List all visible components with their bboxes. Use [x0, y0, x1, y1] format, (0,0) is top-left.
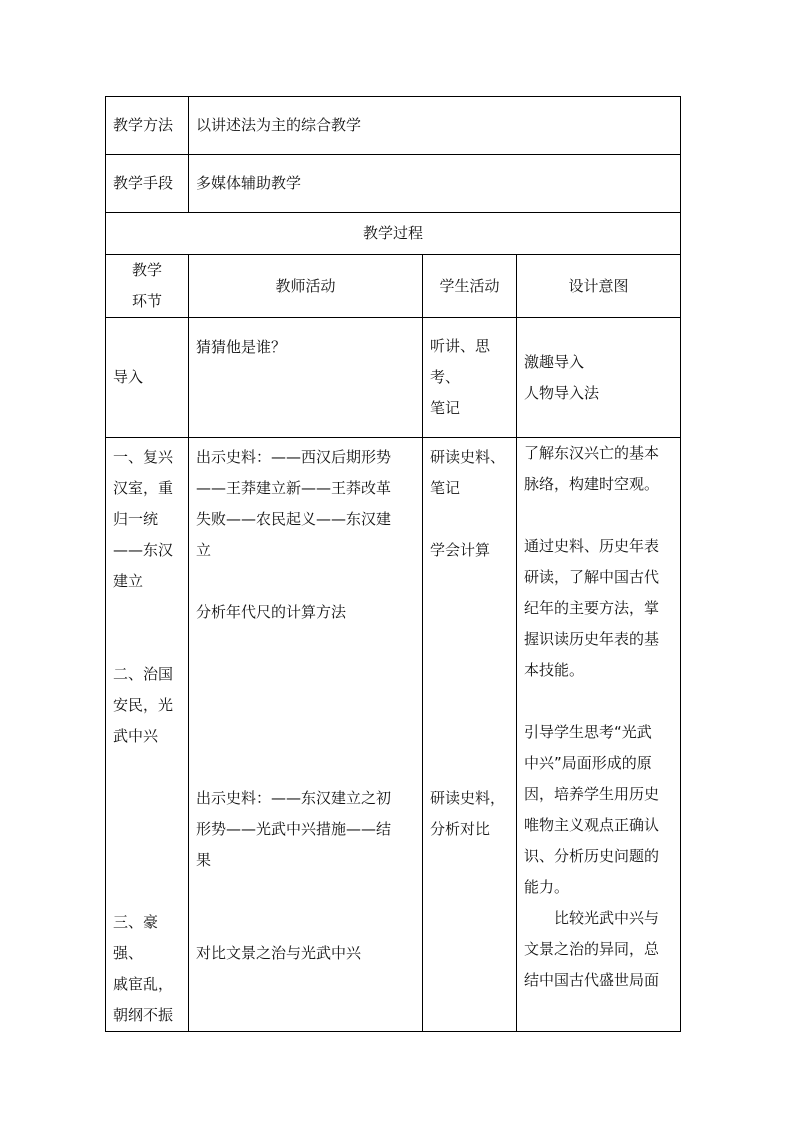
student2-line: 学会计算	[430, 541, 491, 559]
method-row	[106, 97, 681, 155]
main-design-cell	[517, 438, 681, 1032]
intro-stage: 导入	[106, 318, 189, 438]
stage1-line: 建立	[113, 572, 144, 590]
teacher3-line: 出示史料：——东汉建立之初	[196, 789, 392, 807]
process-title: 教学过程	[106, 213, 681, 255]
main-student-cell	[423, 438, 517, 1032]
design2-line: 研读，了解中国古代	[524, 568, 660, 586]
teacher2-line: 分析年代尺的计算方法	[196, 603, 347, 621]
stage2-line: 安民，光	[113, 696, 174, 714]
stage2-line: 武中兴	[113, 727, 159, 745]
means-label: 教学手段	[106, 155, 189, 213]
student1-line: 笔记	[430, 479, 461, 497]
design1-line: 脉络，构建时空观。	[524, 475, 660, 493]
stage2-line: 二、治国	[113, 665, 174, 683]
stage3-line: 戚宦乱，	[113, 975, 174, 993]
main-teacher-cell	[189, 438, 423, 1032]
design2-line: 本技能。	[524, 661, 585, 679]
student1-line: 研读史料、	[430, 448, 506, 466]
main-row	[106, 438, 681, 1032]
main-stage-cell	[106, 438, 189, 1032]
teacher1-line: ——王莽建立新——王莽改革	[196, 479, 392, 497]
design3-line: 因，培养学生用历史	[524, 785, 660, 803]
design2-line: 通过史料、历史年表	[524, 537, 660, 555]
intro-teacher: 猜猜他是谁？	[189, 318, 423, 438]
design3-line: 唯物主义观点正确认	[524, 816, 660, 834]
intro-design: 激趣导入 人物导入法	[517, 318, 681, 438]
design1-line: 了解东汉兴亡的基本	[524, 444, 660, 462]
student3-line: 研读史料，	[430, 789, 506, 807]
teacher3-line: 果	[196, 851, 212, 869]
header-student: 学生活动	[423, 255, 517, 318]
lesson-plan-table	[105, 96, 681, 1032]
means-row	[106, 155, 681, 213]
stage3-line: 三、豪强、	[113, 913, 159, 962]
design4-line: 文景之治的异同，总	[524, 940, 660, 958]
stage1-line: 汉室，重	[113, 479, 174, 497]
design2-line: 纪年的主要方法，掌	[524, 599, 660, 617]
teacher4-line: 对比文景之治与光武中兴	[196, 944, 362, 962]
teacher1-line: 出示史料：——西汉后期形势	[196, 448, 392, 466]
student3-line: 分析对比	[430, 820, 491, 838]
design4-line: 结中国古代盛世局面	[524, 971, 660, 989]
design3-line: 能力。	[524, 878, 570, 896]
means-value: 多媒体辅助教学	[189, 155, 681, 213]
intro-row	[106, 318, 681, 438]
method-label: 教学方法	[106, 97, 189, 155]
stage3-line: 朝纲不振	[113, 1006, 174, 1024]
intro-student: 听讲、思考、 笔记	[423, 318, 517, 438]
stage1-line: 一、复兴	[113, 448, 174, 466]
stage1-line: ——东汉	[113, 541, 174, 559]
design3-line: 中兴”局面形成的原	[524, 754, 652, 772]
header-row	[106, 255, 681, 318]
header-design: 设计意图	[517, 255, 681, 318]
teacher1-line: 失败——农民起义——东汉建	[196, 510, 392, 528]
header-stage: 教学 环节	[106, 255, 189, 318]
design4-line: 比较光武中兴与	[554, 909, 660, 927]
process-title-row	[106, 213, 681, 255]
teacher1-line: 立	[196, 541, 212, 559]
teacher3-line: 形势——光武中兴措施——结	[196, 820, 392, 838]
stage1-line: 归一统	[113, 510, 159, 528]
header-teacher: 教师活动	[189, 255, 423, 318]
method-value: 以讲述法为主的综合教学	[189, 97, 681, 155]
design3-line: 引导学生思考“光武	[524, 723, 652, 741]
design2-line: 握识读历史年表的基	[524, 630, 660, 648]
design3-line: 识、分析历史问题的	[524, 847, 660, 865]
